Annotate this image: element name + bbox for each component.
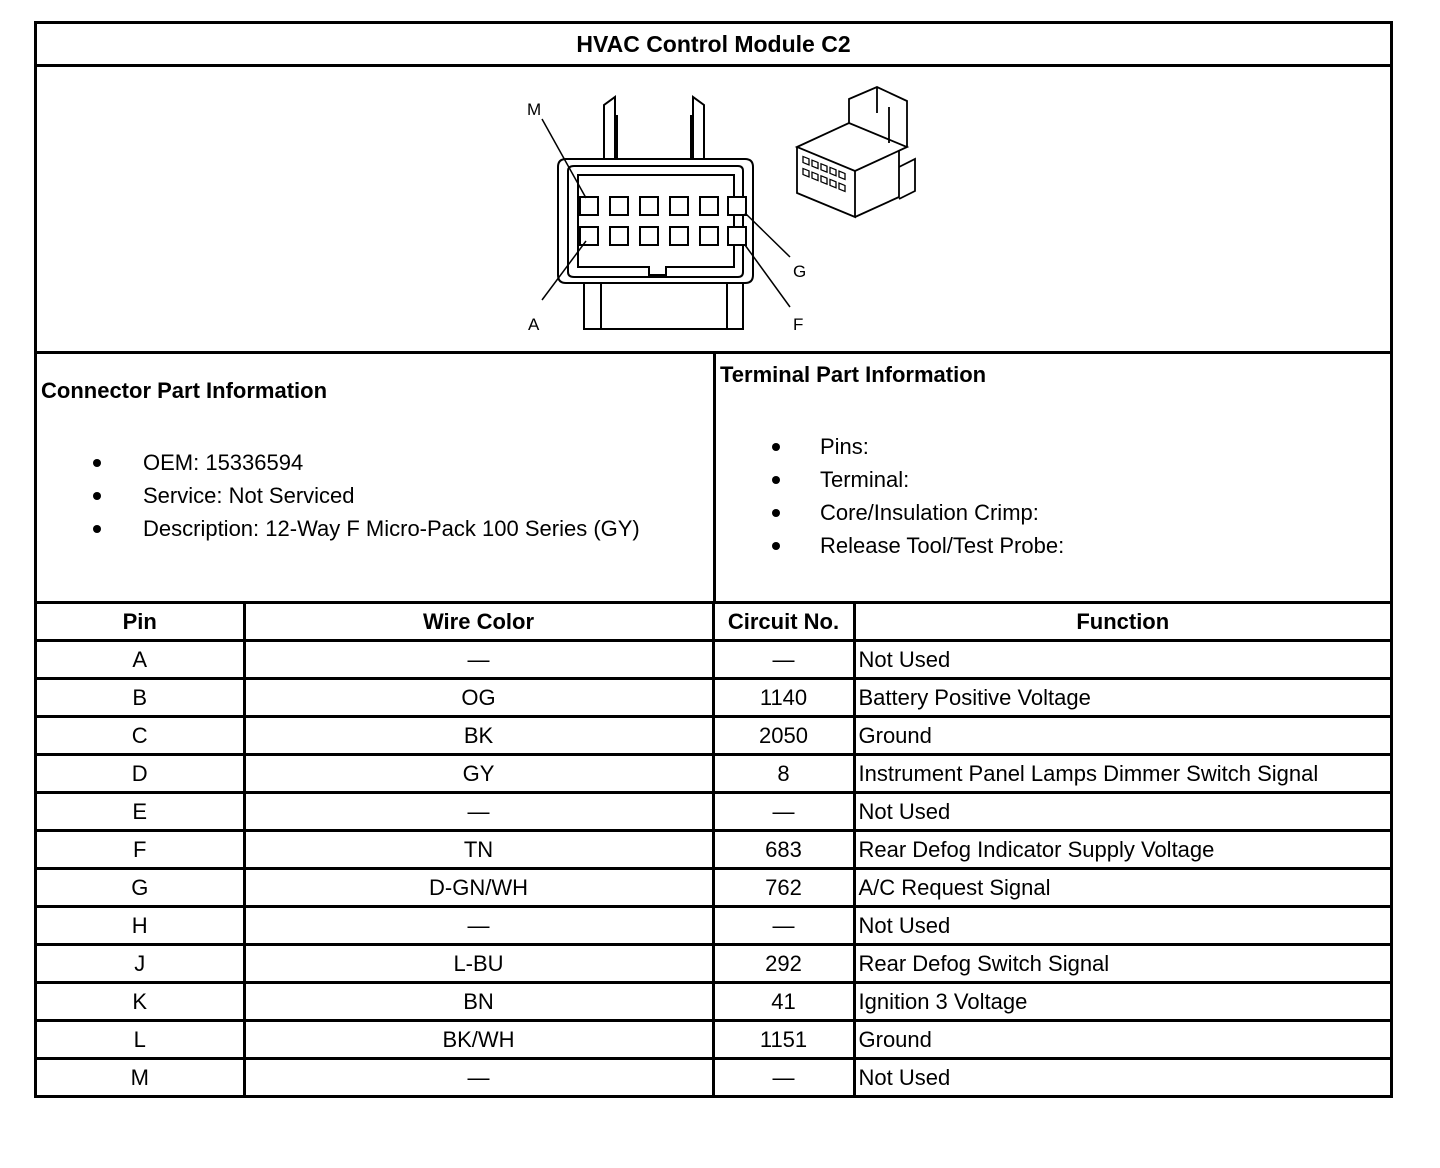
page-title: HVAC Control Module C2 bbox=[37, 24, 1390, 67]
connector-heading: Connector Part Information bbox=[41, 378, 328, 403]
connector-diagram bbox=[37, 67, 1390, 354]
function-cell: Not Used bbox=[854, 907, 1390, 945]
pin-cell: B bbox=[37, 679, 244, 717]
header-wire-color: Wire Color bbox=[244, 604, 713, 641]
pin-cell: A bbox=[37, 641, 244, 679]
pin-cell: F bbox=[37, 831, 244, 869]
pin-cell: G bbox=[37, 869, 244, 907]
function-cell: A/C Request Signal bbox=[854, 869, 1390, 907]
circuit-cell: 1140 bbox=[713, 679, 854, 717]
function-cell: Ground bbox=[854, 717, 1390, 755]
wire-color-cell: D-GN/WH bbox=[244, 869, 713, 907]
circuit-cell: 2050 bbox=[713, 717, 854, 755]
circuit-cell: — bbox=[713, 793, 854, 831]
table-row bbox=[37, 641, 1390, 679]
function-cell: Instrument Panel Lamps Dimmer Switch Signal bbox=[854, 755, 1390, 793]
pin-cell: E bbox=[37, 793, 244, 831]
pin-cell: J bbox=[37, 945, 244, 983]
pin-cell: C bbox=[37, 717, 244, 755]
header-circuit-no: Circuit No. bbox=[713, 604, 854, 641]
circuit-cell: — bbox=[713, 907, 854, 945]
cavity-grid bbox=[580, 197, 746, 245]
circuit-cell: 1151 bbox=[713, 1021, 854, 1059]
header-pin: Pin bbox=[37, 604, 244, 641]
connector-face-drawing bbox=[37, 67, 1390, 351]
list-item: OEM: 15336594 bbox=[93, 446, 640, 479]
part-info-section bbox=[37, 354, 1390, 604]
table-row bbox=[37, 1059, 1390, 1096]
table-row bbox=[37, 755, 1390, 793]
callout-a: A bbox=[528, 315, 540, 334]
wire-color-cell: BN bbox=[244, 983, 713, 1021]
callout-f: F bbox=[793, 315, 804, 334]
function-cell: Ground bbox=[854, 1021, 1390, 1059]
circuit-cell: — bbox=[713, 1059, 854, 1096]
circuit-cell: 762 bbox=[713, 869, 854, 907]
list-item: Service: Not Serviced bbox=[93, 479, 640, 512]
bullet-icon bbox=[772, 476, 780, 484]
function-cell: Rear Defog Switch Signal bbox=[854, 945, 1390, 983]
wire-color-cell: TN bbox=[244, 831, 713, 869]
pin-cell: D bbox=[37, 755, 244, 793]
pin-cell: M bbox=[37, 1059, 244, 1096]
circuit-cell: 292 bbox=[713, 945, 854, 983]
table-row bbox=[37, 983, 1390, 1021]
pin-cell: K bbox=[37, 983, 244, 1021]
header-function: Function bbox=[854, 604, 1390, 641]
table-row bbox=[37, 793, 1390, 831]
table-row bbox=[37, 717, 1390, 755]
circuit-cell: 41 bbox=[713, 983, 854, 1021]
bullet-icon bbox=[772, 509, 780, 517]
pin-cell: H bbox=[37, 907, 244, 945]
wire-color-cell: L-BU bbox=[244, 945, 713, 983]
wire-color-cell: GY bbox=[244, 755, 713, 793]
connector-sheet bbox=[34, 21, 1393, 1098]
function-cell: Ignition 3 Voltage bbox=[854, 983, 1390, 1021]
list-item: Release Tool/Test Probe: bbox=[772, 529, 1064, 562]
connector-part-info bbox=[37, 354, 716, 601]
circuit-cell: — bbox=[713, 641, 854, 679]
pinout-table bbox=[37, 604, 1390, 1095]
circuit-cell: 683 bbox=[713, 831, 854, 869]
connector-list bbox=[93, 446, 640, 545]
wire-color-cell: — bbox=[244, 641, 713, 679]
table-row bbox=[37, 869, 1390, 907]
callout-m: M bbox=[527, 100, 542, 119]
bullet-icon bbox=[93, 459, 101, 467]
list-item: Pins: bbox=[772, 430, 1064, 463]
function-cell: Not Used bbox=[854, 793, 1390, 831]
callout-g: G bbox=[793, 262, 807, 281]
function-cell: Not Used bbox=[854, 641, 1390, 679]
table-header-row bbox=[37, 604, 1390, 641]
function-cell: Not Used bbox=[854, 1059, 1390, 1096]
circuit-cell: 8 bbox=[713, 755, 854, 793]
table-row bbox=[37, 831, 1390, 869]
wire-color-cell: — bbox=[244, 907, 713, 945]
wire-color-cell: BK bbox=[244, 717, 713, 755]
list-item: Description: 12-Way F Micro-Pack 100 Series (GY) bbox=[93, 512, 640, 545]
list-item: Terminal: bbox=[772, 463, 1064, 496]
table-row bbox=[37, 945, 1390, 983]
table-row bbox=[37, 1021, 1390, 1059]
table-row bbox=[37, 907, 1390, 945]
bullet-icon bbox=[93, 525, 101, 533]
list-item: Core/Insulation Crimp: bbox=[772, 496, 1064, 529]
terminal-list bbox=[772, 430, 1064, 562]
bullet-icon bbox=[772, 542, 780, 550]
bullet-icon bbox=[772, 443, 780, 451]
wire-color-cell: — bbox=[244, 1059, 713, 1096]
function-cell: Rear Defog Indicator Supply Voltage bbox=[854, 831, 1390, 869]
pin-cell: L bbox=[37, 1021, 244, 1059]
wire-color-cell: BK/WH bbox=[244, 1021, 713, 1059]
wire-color-cell: OG bbox=[244, 679, 713, 717]
table-row bbox=[37, 679, 1390, 717]
function-cell: Battery Positive Voltage bbox=[854, 679, 1390, 717]
connector-isometric-icon bbox=[797, 87, 915, 217]
bullet-icon bbox=[93, 492, 101, 500]
terminal-part-info bbox=[716, 354, 1390, 601]
wire-color-cell: — bbox=[244, 793, 713, 831]
terminal-heading: Terminal Part Information bbox=[720, 362, 987, 387]
